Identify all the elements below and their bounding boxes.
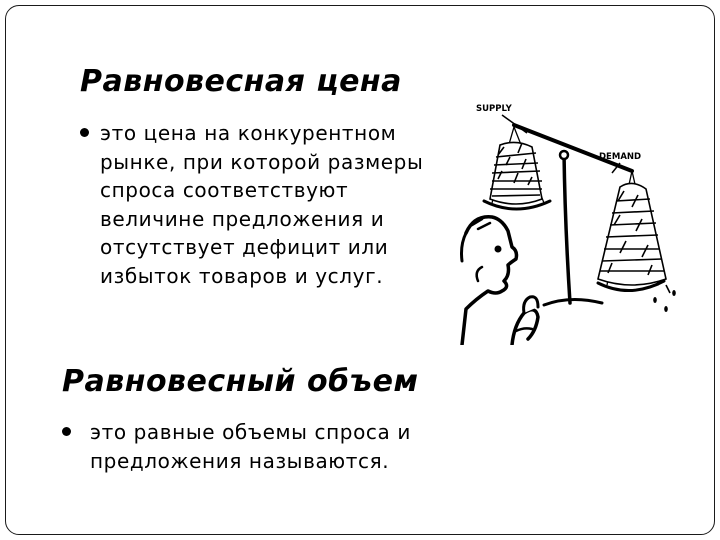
bullet-equilibrium-volume [62,418,502,475]
bullet-text-equilibrium-volume: это равные объемы спроса и предложения называются. [90,420,411,473]
supply-goods-pile [490,142,542,204]
demand-label: DEMAND [599,152,642,162]
bullet-text-equilibrium-price: это цена на конкурентном рынке, при которой размеры спроса соответствуют величине предложения и отсутствует дефицит или избыток товаров и услуг. [100,121,424,288]
heading-equilibrium-price: Равновесная цена [80,64,402,99]
bullet-dot [62,427,71,436]
supply-label: SUPPLY [476,104,512,114]
supply-demand-scale-illustration [452,95,702,345]
heading-equilibrium-volume: Равновесный объем [62,364,419,399]
bullet-dot [80,128,89,137]
demand-goods-pile [598,183,670,293]
thinking-person-icon [462,217,539,345]
drip-marks [653,290,676,312]
bullet-equilibrium-price [80,119,440,290]
